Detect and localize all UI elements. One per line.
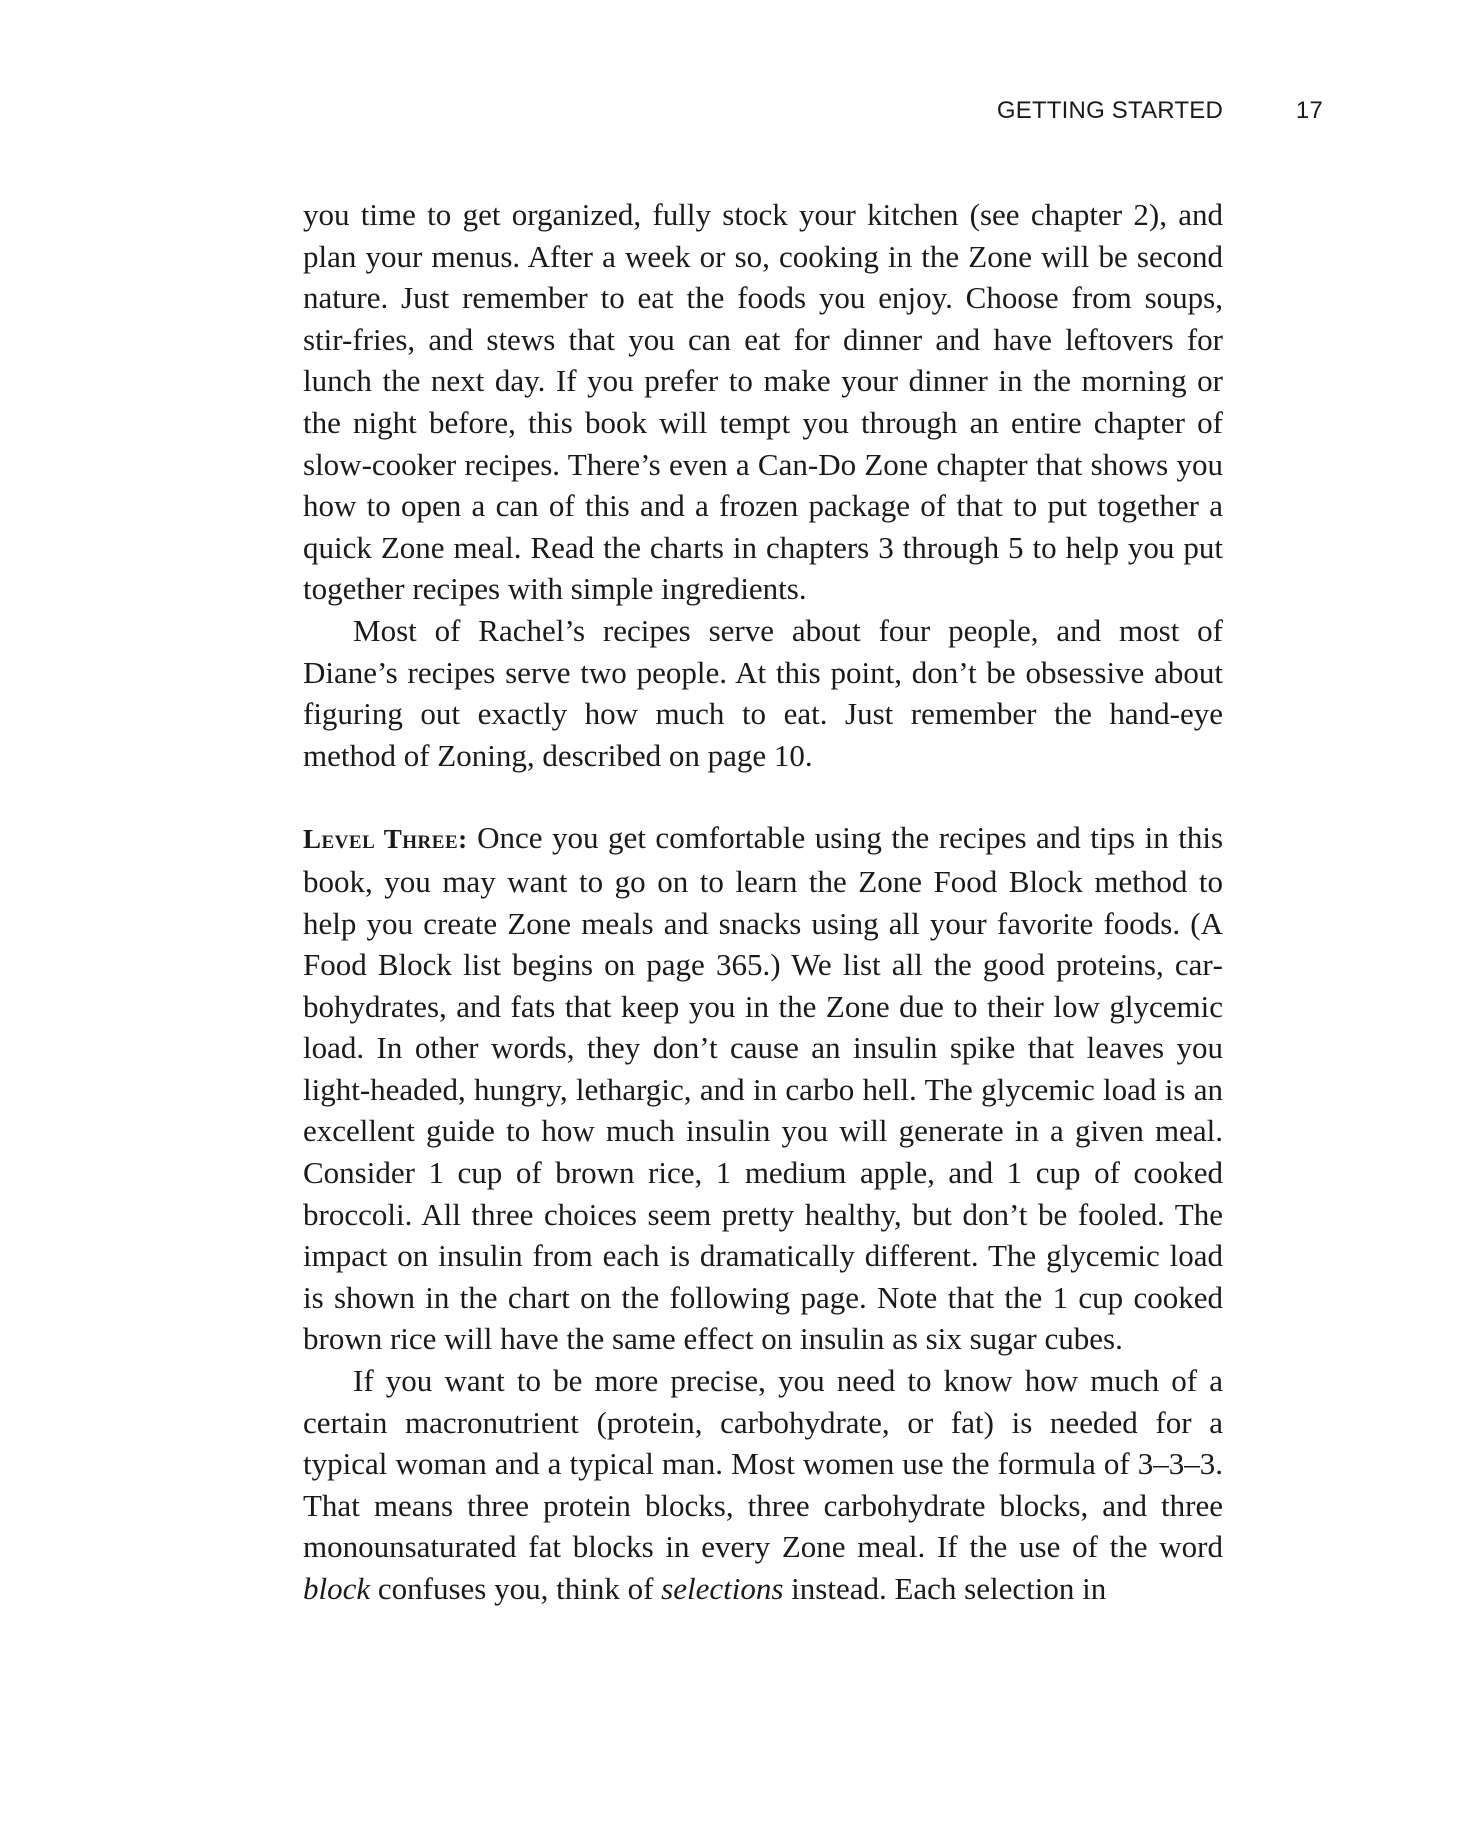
paragraph-1: you time to get organized, fully stock your kitchen (see chapter 2), and plan your menus. After a week or so, cooking in the Zone will be second nature. Just remember to eat the foods you enjoy. Choose from soups, stir-fries, and stews that you can eat for dinner and have leftovers for lunch the next day. If you prefer to make your dinner in the morning or the night before, this book will tempt you through an entire chapter of slow-cooker recipes. There’s even a Can-Do Zone chapter that shows you how to open a can of this and a frozen package of that to put together a quick Zone meal. Read the charts in chapters 3 through 5 to help you put together recipes with simple ingredients. [303, 197, 1223, 607]
body-text [303, 194, 1223, 1610]
paragraph-2: Most of Rachel’s recipes serve about four people, and most of Diane’s recipes serve two people. At this point, don’t be obsessive about figuring out exactly how much to eat. Just remember the hand-eye method of Zoning, described on page 10. [303, 612, 1223, 773]
level-three-text: Once you get comfortable using the recipes and tips in this book, you may want to go on to learn the Zone Food Block method to help you create Zone meals and snacks using all your favorite foods. (A Food Block list begins on page 365.) We list all the good proteins, carbohydrates, and fats that keep you in the Zone due to their low glycemic load. In other words, they don’t cause an insulin spike that leaves you light-headed, hungry, lethargic, and in carbo hell. The glycemic load is an excellent guide to how much insulin you will generate in a given meal. Consider 1 cup of brown rice, 1 medium apple, and 1 cup of cooked broccoli. All three choices seem pretty healthy, but don’t be fooled. The impact on insulin from each is dramatically different. The glycemic load is shown in the chart on the following page. Note that the 1 cup cooked brown rice will have the same effect on insulin as six sugar cubes. [303, 820, 1224, 1357]
paragraph-level-three [303, 817, 1223, 1360]
page-number: 17 [1295, 97, 1323, 124]
emphasis-block: block [303, 1571, 371, 1606]
section-title: GETTING STARTED [996, 97, 1223, 124]
paragraph-4-text-1: If you want to be more precise, you need to know how much of a certain macronutrient (protein, carbohydrate, or fat) is needed for a typical woman and a typical man. Most women use the formula of 3–3–3. That means three protein blocks, three carbohydrate blocks, and three monounsaturated fat blocks in every Zone meal. If the use of the word [303, 1363, 1223, 1565]
level-three-label: Level Three: [303, 824, 468, 855]
paragraph-4-text-2: confuses you, think of [377, 1571, 654, 1606]
emphasis-selections: selections [661, 1571, 784, 1606]
paragraph-4 [303, 1360, 1223, 1610]
paragraph-4-text-3: instead. Each selection in [791, 1571, 1107, 1606]
